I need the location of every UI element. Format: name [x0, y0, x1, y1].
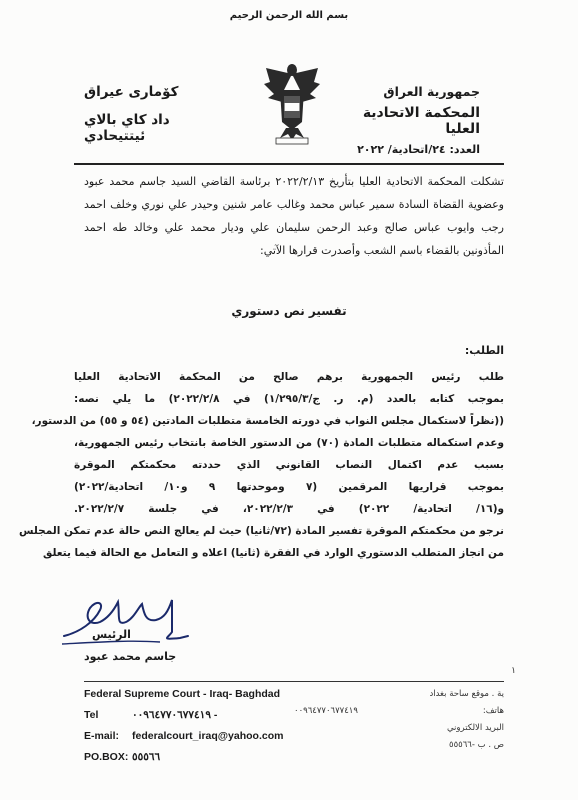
footer-email-row: [294, 720, 504, 737]
iraq-eagle-emblem-icon: [262, 60, 322, 146]
request-label: الطلب:: [464, 344, 504, 357]
request-body: [19, 366, 505, 564]
intro-paragraph: تشكلت المحكمة الاتحادية العليا بتأريخ ٢٠٢٢/٢/١٣ برئاسة القاضي السيد جاسم محمد عبود وعضوية القضاة السادة سمير عباس محمد وغالب عامر شنين وحيدر علي نوري وخلف احمد رجب وايوب عباس صالح وعبد الرحمن سليمان علي وديار محمد علي وخالد طه احمد المأذونين بالقضاء باسم الشعب وأصدرت قرارها الآتي:: [84, 175, 504, 257]
telephone-label: Tel: [84, 709, 99, 721]
pobox-arabic: ص . ب -٥٥٥٦٦: [449, 740, 504, 750]
footer-address-row: [294, 686, 504, 703]
telephone-value: ٠٠٩٦٤٧٧٠٦٧٧٤١٩ -: [132, 709, 218, 721]
email-link[interactable]: federalcourt_iraq@yahoo.com: [132, 730, 284, 742]
phone-label-arabic: هاتف:: [482, 706, 504, 716]
phone-arabic: ٠٠٩٦٤٧٧٠٦٧٧٤١٩: [294, 706, 358, 716]
body-line: بسبب عدم اكتمال النصاب القانوني الذي حددته محكمتكم الموقرة: [74, 459, 504, 471]
body-line: وعدم استكماله متطلبات المادة (٧٠) من الدستور الخاصة بانتخاب رئيس الجمهورية،: [74, 437, 504, 449]
footer-phone-row: [294, 703, 504, 720]
handwritten-signature: [60, 592, 210, 652]
basmala: بسم الله الرحمن الرحيم: [229, 10, 349, 21]
pobox-value: ٥٥٥٦٦: [132, 751, 161, 763]
footer-pobox: [84, 747, 304, 768]
footer-telephone: [84, 705, 304, 726]
footer-english: [84, 684, 304, 768]
footer-court-name: Federal Supreme Court - Iraq- Baghdad: [84, 688, 281, 700]
document-heading: تفسير نص دستوري: [231, 304, 347, 318]
body-line: ((نظراً لاستكمال مجلس النواب في دورته الخامسة متطلبات المادتين (٥٤ و ٥٥) من الدستور،: [31, 415, 504, 427]
header-kurdish: [84, 84, 234, 144]
footer-email: [84, 726, 304, 747]
signatory-title: الرئيس: [92, 628, 131, 641]
body-line: بموجب كتابه بالعدد (م. ر. ج/١/٢٩٥/٣) في ٢٠٢٢/٢/٨) ما يلي نصه:: [74, 393, 505, 405]
country-name-kurdish: كوٚماری عیراق: [84, 84, 179, 100]
pobox-label: PO.BOX:: [84, 751, 129, 763]
country-name-arabic: جمهورية العراق: [383, 84, 480, 99]
body-line: من انجاز المتطلب الدستوري الوارد في الفقرة (ثانيا) اعلاه و التعامل مع الحالة فيما يتعلق: [42, 547, 504, 559]
reference-number: العدد: ٢٤/اتحادية/ ٢٠٢٢: [357, 143, 480, 156]
body-line: و(١٦/ اتحادية/ ٢٠٢٢) في ٢٠٢٢/٢/٣، في جلسة ٢٠٢٢/٢/٧.: [74, 503, 505, 515]
body-line: نرجو من محكمتكم الموقرة تفسير المادة (٧٢/ثانيا) حيث لم يعالج النص حالة عدم تمكن المجلس: [19, 525, 504, 537]
footer-arabic: [294, 686, 504, 754]
signatory-name: جاسم محمد عبود: [84, 650, 177, 663]
header-divider: [74, 163, 504, 165]
address-arabic: ية . موقع ساحة بغداد: [429, 689, 504, 699]
footer-divider: [84, 681, 504, 682]
email-label-arabic: البريد الالكتروني: [446, 723, 504, 733]
header-arabic: [330, 84, 480, 156]
court-name-arabic: المحكمة الاتحادية العليا: [362, 105, 480, 137]
court-name-kurdish: داد كاي بالاي ئيتتيحادي: [84, 112, 170, 144]
email-label: E-mail:: [84, 730, 120, 742]
body-line: طلب رئيس الجمهورية برهم صالح من المحكمة الاتحادية العليا: [74, 371, 504, 383]
body-line: بموجب قراريها المرقمين (٧ وموحدتها ٩ و١٠/ اتحادية/٢٠٢٢): [74, 481, 504, 493]
footer-pobox-row: [294, 737, 504, 754]
margin-mark: ١: [511, 666, 516, 676]
